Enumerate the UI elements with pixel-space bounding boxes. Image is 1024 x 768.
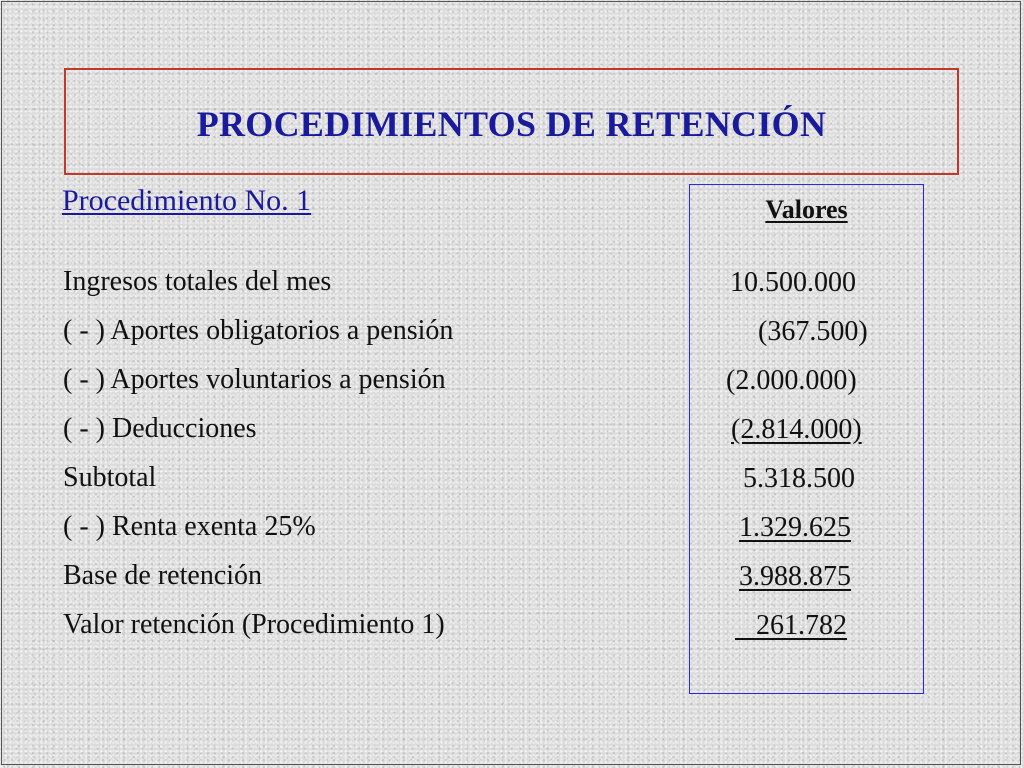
value-ingresos: 10.500.000	[730, 267, 856, 298]
labels-list	[63, 262, 453, 654]
value-subtotal: 5.318.500	[743, 463, 855, 494]
title-box	[64, 68, 959, 175]
values-header-text: Valores	[765, 195, 848, 224]
label-subtotal: Subtotal	[63, 462, 157, 493]
value-row	[690, 263, 923, 312]
label-valor-retencion: Valor retención (Procedimiento 1)	[63, 609, 445, 640]
value-base-retencion: 3.988.875	[739, 561, 851, 592]
value-row	[690, 459, 923, 508]
value-row	[690, 361, 923, 410]
label-aportes-obligatorios: ( - ) Aportes obligatorios a pensión	[63, 315, 454, 346]
value-renta-exenta: 1.329.625	[739, 512, 851, 543]
slide-title: PROCEDIMIENTOS DE RETENCIÓN	[196, 103, 827, 144]
label-ingresos: Ingresos totales del mes	[63, 266, 332, 297]
value-row	[690, 508, 923, 557]
values-header	[690, 195, 923, 225]
value-aportes-obligatorios: (367.500)	[758, 316, 868, 347]
label-deducciones: ( - ) Deducciones	[63, 413, 257, 444]
label-aportes-voluntarios: ( - ) Aportes voluntarios a pensión	[63, 364, 446, 395]
label-base-retencion: Base de retención	[63, 560, 263, 591]
value-row	[690, 557, 923, 606]
value-aportes-voluntarios: (2.000.000)	[726, 365, 857, 396]
values-list	[690, 263, 923, 655]
value-row	[690, 312, 923, 361]
procedure-subtitle: Procedimiento No. 1	[62, 184, 312, 217]
value-row	[690, 606, 923, 655]
value-row	[690, 410, 923, 459]
label-renta-exenta: ( - ) Renta exenta 25%	[63, 511, 316, 542]
value-deducciones: (2.814.000)	[731, 414, 862, 445]
value-valor-retencion: 261.782	[735, 610, 847, 641]
values-box	[689, 184, 924, 694]
